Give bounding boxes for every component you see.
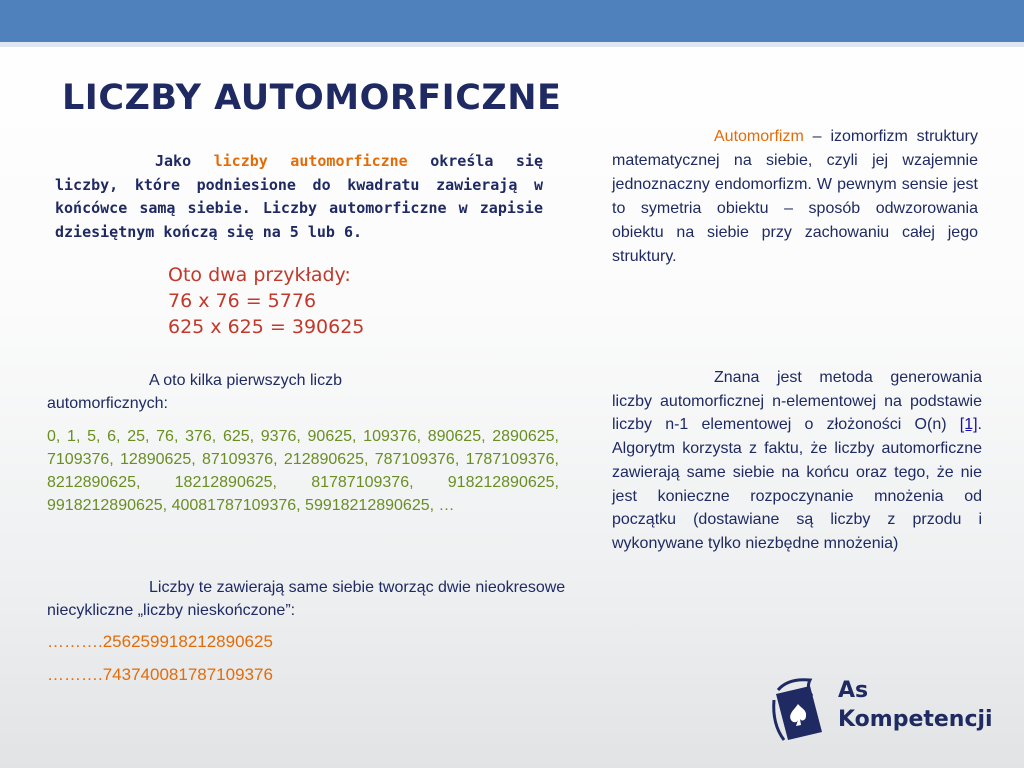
infinite-number: ……….743740081787109376 bbox=[47, 665, 273, 684]
logo-line-1: As bbox=[838, 678, 869, 703]
logo-text bbox=[838, 676, 993, 734]
automorphic-numbers-list: 0, 1, 5, 6, 25, 76, 376, 625, 9376, 90625, 109376, 890625, 2890625, 7109376, 12890625, 87109376, 212890625, 787109376, 1787109376, 8212890625, 18212890625, 81787109376, 918212890625, 9918212890625, 40081787109376, 59918212890625, … bbox=[47, 428, 559, 514]
intro-suffix: określa się liczby, które podniesione do kwadratu zawierają w końcówce samą siebie. Liczby automorficzne w zapisie dziesiętnym kończą się na 5 lub 6. bbox=[55, 152, 543, 241]
logo-line-2: Kompetencji bbox=[838, 707, 993, 732]
method-text-end: . Algorytm korzysta z faktu, że liczby automorficzne zawierają same siebie na końcu oraz tego, że nie jest konieczne rozpoczynanie mnożenia od początku (dostawiane są liczby z przodu i wykonywane tylko niezbędne mnożenia) bbox=[612, 416, 982, 552]
definition-term: Automorfizm bbox=[714, 128, 804, 145]
top-bar-divider bbox=[0, 42, 1024, 47]
example-line: 76 x 76 = 5776 bbox=[168, 290, 317, 312]
list-intro: A oto kilka pierwszych liczb automorficznych: bbox=[47, 372, 342, 412]
definition-paragraph bbox=[612, 125, 978, 269]
method-paragraph bbox=[612, 366, 982, 556]
infinite-number: ……….256259918212890625 bbox=[47, 632, 273, 651]
infinite-numbers-intro: Liczby te zawierają same siebie tworząc dwie nieokresowe niecykliczne „liczby nieskończone”: bbox=[47, 579, 566, 619]
examples-block bbox=[168, 262, 364, 340]
spade-card-icon bbox=[770, 674, 832, 744]
as-kompetencji-logo bbox=[770, 674, 1000, 744]
top-bar bbox=[0, 0, 1024, 42]
intro-prefix: Jako bbox=[155, 152, 214, 170]
example-line: 625 x 625 = 390625 bbox=[168, 316, 365, 338]
intro-highlight: liczby automorficzne bbox=[213, 152, 408, 170]
intro-paragraph bbox=[55, 150, 543, 244]
method-text: Znana jest metoda generowania liczby automorficznej n-elementowej na podstawie liczby n-1 elementowej o złożoności O(n) bbox=[612, 369, 982, 434]
reference-link[interactable]: [1] bbox=[959, 416, 978, 434]
examples-heading: Oto dwa przykłady: bbox=[168, 264, 351, 286]
slide-title: LICZBY AUTOMORFICZNE bbox=[62, 78, 562, 118]
definition-text: – izomorfizm struktury matematycznej na siebie, czyli jej wzajemnie jednoznaczny endomorfizm. W pewnym sensie jest to symetria obiektu – sposób odwzorowania obiektu na siebie przy zachowaniu całej jego struktury. bbox=[612, 128, 978, 265]
